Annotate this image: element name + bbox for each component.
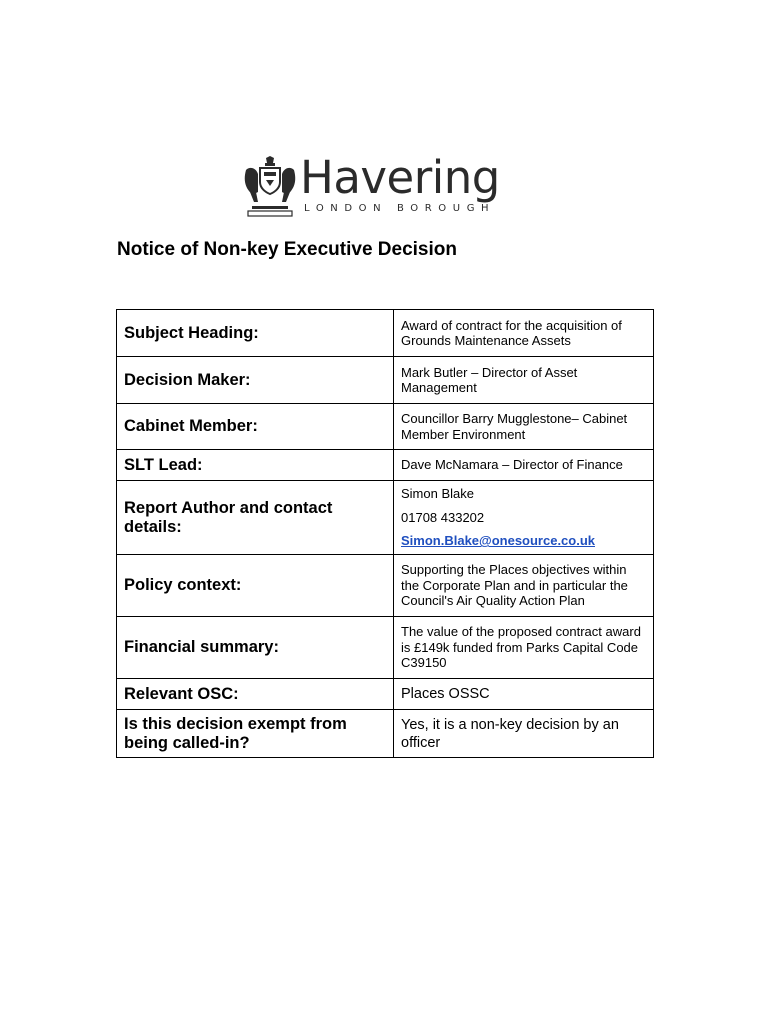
row-value: Dave McNamara – Director of Finance [394, 450, 654, 481]
table-row [117, 679, 654, 710]
logo-subtitle: LONDON BOROUGH [304, 203, 496, 214]
row-value: Councillor Barry Mugglestone– Cabinet Member Environment [394, 404, 654, 450]
table-row [117, 357, 654, 404]
table-row [117, 555, 654, 617]
row-label: Cabinet Member: [117, 404, 394, 450]
author-phone: 01708 433202 [401, 509, 485, 525]
row-value: Places OSSC [394, 679, 654, 710]
row-label: Relevant OSC: [117, 679, 394, 710]
row-value: The value of the proposed contract award is £149k funded from Parks Capital Code C39150 [394, 617, 654, 679]
decision-table [116, 309, 654, 758]
row-label: SLT Lead: [117, 450, 394, 481]
author-contact-cell [394, 481, 654, 555]
table-row [117, 710, 654, 758]
table-row [117, 481, 654, 555]
row-value: Yes, it is a non-key decision by an officer [394, 710, 654, 758]
author-email-link[interactable]: Simon.Blake@onesource.co.uk [401, 533, 596, 549]
row-value: Mark Butler – Director of Asset Management [394, 357, 654, 404]
row-label: Subject Heading: [117, 310, 394, 357]
row-label: Decision Maker: [117, 357, 394, 404]
row-label: Financial summary: [117, 617, 394, 679]
row-label: Is this decision exempt from being called-in? [117, 710, 394, 758]
row-label: Policy context: [117, 555, 394, 617]
borough-crest-icon [242, 156, 298, 218]
row-value: Supporting the Places objectives within the Corporate Plan and in particular the Council's Air Quality Action Plan [394, 555, 654, 617]
table-row [117, 404, 654, 450]
table-row [117, 450, 654, 481]
row-value: Award of contract for the acquisition of Grounds Maintenance Assets [394, 310, 654, 357]
logo-wordmark: Havering [300, 151, 500, 204]
author-name: Simon Blake [401, 486, 474, 502]
table-row [117, 617, 654, 679]
havering-logo [242, 152, 527, 222]
document-title: Notice of Non-key Executive Decision [117, 239, 457, 260]
table-row [117, 310, 654, 357]
row-label: Report Author and contact details: [117, 481, 394, 555]
